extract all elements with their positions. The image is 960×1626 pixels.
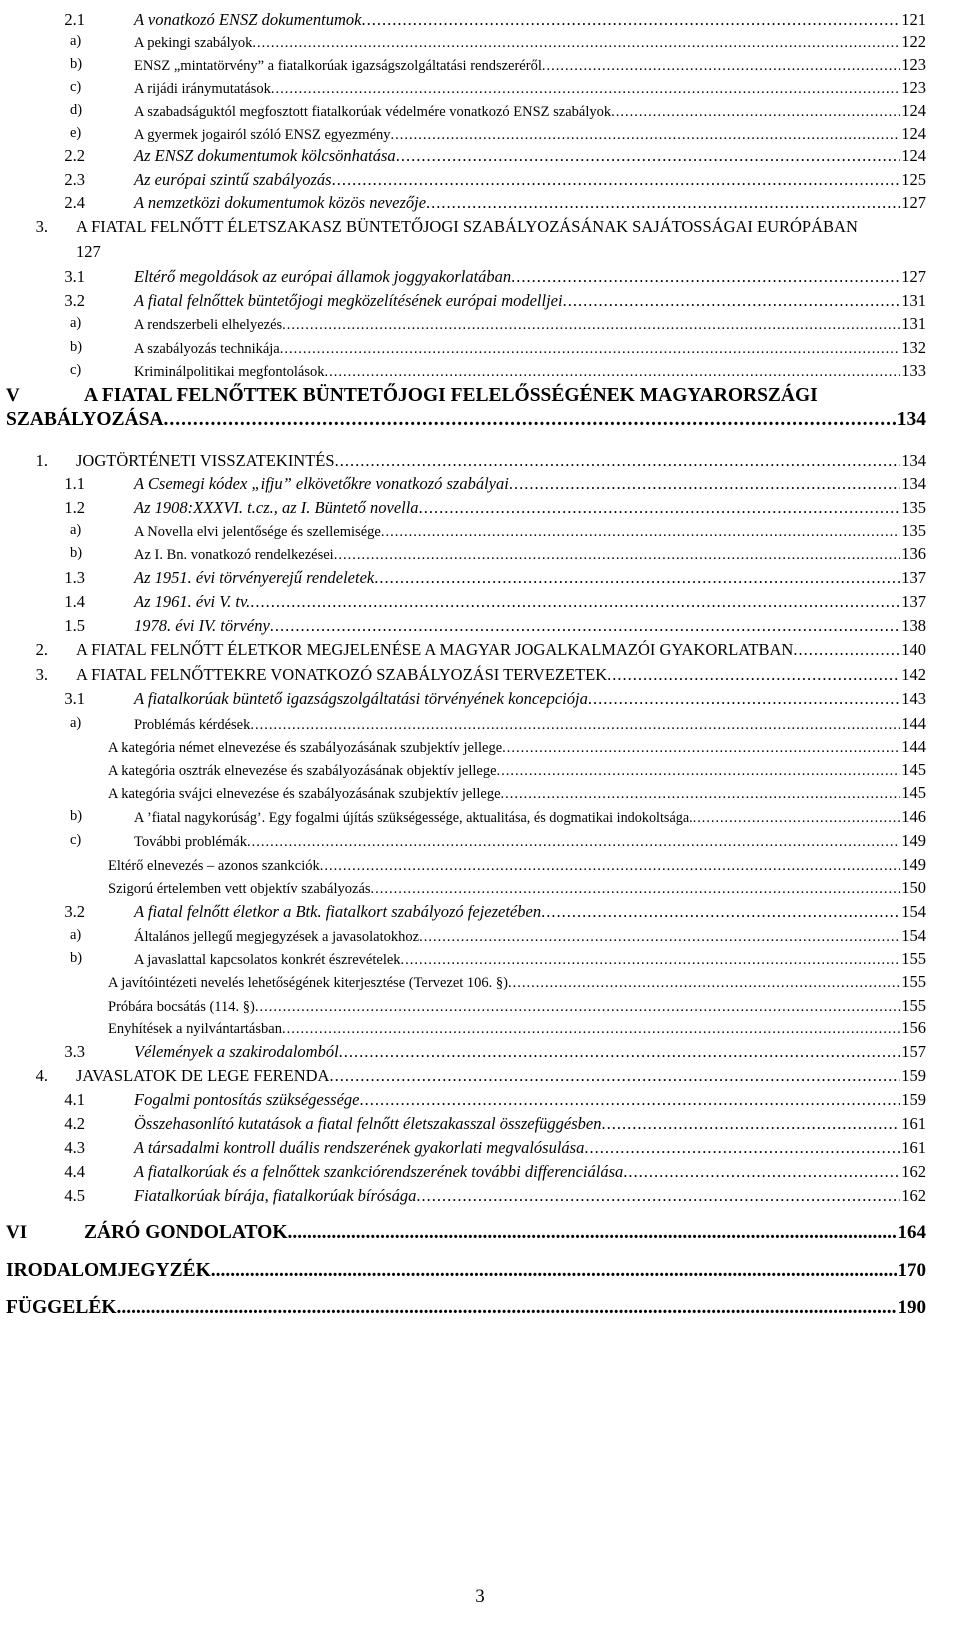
toc-entry-title: 1978. évi IV. törvény [134, 616, 270, 635]
toc-entry-title: A kategória német elnevezése és szabályozásának szubjektív jellege [108, 740, 503, 756]
toc-entry-page: 146 [901, 807, 926, 826]
toc-entry[interactable] [0, 1296, 960, 1319]
toc-entry-page: 135 [901, 521, 926, 540]
toc-entry-title: A rijádi iránymutatások [134, 81, 271, 97]
toc-entry-line [134, 924, 926, 947]
toc-entry-line [134, 191, 926, 214]
toc-entry-line [134, 900, 926, 923]
toc-entry-page: 134 [901, 451, 926, 470]
toc-entry-page: 127 [901, 193, 926, 212]
dot-leader [584, 1136, 900, 1159]
dot-leader [601, 1112, 900, 1135]
toc-entry-page: 170 [897, 1260, 926, 1281]
dot-leader [419, 496, 901, 519]
toc-entry-page: 124 [901, 146, 926, 165]
toc-entry[interactable] [0, 1064, 960, 1087]
toc-entry-page: 135 [901, 498, 926, 517]
dot-leader [371, 878, 901, 901]
dot-leader [252, 32, 900, 55]
toc-entry-page: 144 [901, 714, 926, 733]
toc-entry-number: 1.3 [64, 568, 85, 587]
toc-entry-page: 150 [901, 878, 926, 897]
toc-entry-number: 4.4 [64, 1162, 85, 1181]
dot-leader [339, 1040, 901, 1063]
toc-entry-title: A ’fiatal nagykorúság’. Egy fogalmi újítás szükségessége, aktualitása, és dogmatikai indokoltsága. [134, 810, 693, 826]
toc-entry-number: 3. [35, 217, 48, 236]
toc-entry-title: Az I. Bn. vonatkozó rendelkezései [134, 547, 334, 563]
dot-leader [419, 926, 900, 949]
toc-entry[interactable] [0, 168, 960, 191]
toc-entry-title: A FIATAL FELNŐTTEKRE VONATKOZÓ SZABÁLYOZÁSI TERVEZETEK [76, 665, 608, 684]
toc-entry[interactable] [0, 122, 960, 145]
toc-entry-title: A fiatalkorúak büntető igazságszolgáltatási törvényének koncepciója [134, 689, 588, 708]
toc-entry-page: 159 [901, 1090, 926, 1109]
toc-entry-line [84, 1221, 926, 1244]
dot-leader [607, 663, 900, 686]
toc-entry-title: Szigorú értelemben vett objektív szabályozás [108, 881, 371, 897]
toc-entry[interactable] [0, 758, 960, 781]
toc-entry-line [134, 1088, 926, 1111]
toc-entry-number: 2. [35, 640, 48, 659]
toc-entry-line [134, 168, 926, 191]
toc-entry[interactable] [0, 924, 960, 947]
toc-entry-number: 1.5 [64, 616, 85, 635]
toc-entry[interactable] [0, 496, 960, 519]
toc-entry-title: A javaslattal kapcsolatos konkrét észrevételek [134, 952, 401, 968]
toc-entry[interactable] [0, 1160, 960, 1183]
toc-entry-page: 161 [901, 1138, 926, 1157]
toc-entry-page: 140 [901, 640, 926, 659]
toc-entry-line [76, 663, 926, 686]
toc-entry[interactable] [0, 449, 960, 472]
dot-leader [271, 78, 900, 101]
dot-leader [250, 590, 900, 613]
toc-entry-line [134, 30, 926, 53]
toc-entry-number: b) [70, 808, 83, 824]
toc-entry-number: b) [70, 950, 83, 966]
toc-entry-number: 1.1 [64, 474, 85, 493]
dot-leader [508, 972, 900, 995]
toc-entry-title: Az 1961. évi V. tv. [134, 592, 251, 611]
toc-entry-title: Fogalmi pontosítás szükségessége [134, 1090, 360, 1109]
toc-entry-line [6, 1259, 926, 1282]
toc-entry-number: 2.2 [64, 146, 85, 165]
toc-entry-number: 3.3 [64, 1042, 85, 1061]
toc-entry-page: 132 [901, 338, 926, 357]
toc-entry[interactable] [0, 1016, 960, 1039]
toc-entry-title: A társadalmi kontroll duális rendszerének gyakorlati megvalósulása [134, 1138, 585, 1157]
toc-entry-number: a) [70, 927, 82, 943]
toc-entry-line [134, 359, 926, 382]
toc-entry-page: 145 [901, 783, 926, 802]
toc-entry[interactable] [0, 1184, 960, 1207]
toc-entry-page: 121 [901, 10, 926, 29]
dot-leader [361, 8, 900, 31]
toc-entry-line [134, 265, 926, 288]
toc-entry-number: b) [70, 545, 83, 561]
toc-entry-number: a) [70, 33, 82, 49]
dot-leader [334, 544, 901, 567]
toc-entry-line [134, 590, 926, 613]
toc-entry[interactable] [0, 566, 960, 589]
dot-leader [542, 55, 900, 78]
toc-entry-number: 3.1 [64, 267, 85, 286]
toc-entry[interactable] [0, 1259, 960, 1282]
dot-leader [374, 566, 900, 589]
toc-entry-page: 154 [901, 926, 926, 945]
toc-entry[interactable] [0, 359, 960, 382]
toc-entry-line [134, 53, 926, 76]
dot-leader [416, 1184, 900, 1207]
toc-entry-page: 142 [901, 665, 926, 684]
dot-leader [359, 1088, 900, 1111]
toc-entry-line [134, 687, 926, 710]
toc-entry-number: 2.3 [64, 170, 85, 189]
dot-leader [623, 1160, 900, 1183]
toc-entry[interactable] [0, 53, 960, 76]
toc-entry[interactable] [0, 663, 960, 686]
toc-entry-page: 149 [901, 831, 926, 850]
toc-entry-line [134, 144, 926, 167]
toc-entry-title: Problémás kérdések [134, 717, 251, 733]
toc-entry[interactable] [0, 30, 960, 53]
toc-entry-line [134, 829, 926, 852]
toc-entry-line [134, 472, 926, 495]
toc-entry-number: 4. [35, 1066, 48, 1085]
toc-entry-page: 154 [901, 902, 926, 921]
toc-entry-page: 125 [901, 170, 926, 189]
toc-entry-title: Az 1908:XXXVI. t.cz., az I. Büntető novella [134, 498, 419, 517]
toc-entry-line [134, 947, 926, 970]
dot-leader [693, 807, 901, 830]
toc-entry-line [134, 122, 926, 145]
dot-leader [401, 949, 901, 972]
toc-entry[interactable] [0, 265, 960, 288]
toc-entry-title: Általános jellegű megjegyzések a javasolatokhoz [134, 929, 420, 945]
toc-entry[interactable] [0, 900, 960, 923]
dot-leader [541, 900, 900, 923]
toc-entry[interactable] [0, 590, 960, 613]
dot-leader [211, 1259, 897, 1282]
toc-entry-number: 4.3 [64, 1138, 85, 1157]
toc-entry-title: Próbára bocsátás (114. §) [108, 999, 255, 1015]
dot-leader [324, 361, 900, 384]
dot-leader [270, 614, 900, 637]
toc-entry-title: A fiatal felnőttek büntetőjogi megközelítésének európai modelljei [134, 291, 563, 310]
toc-entry-line [134, 566, 926, 589]
dot-leader [282, 314, 900, 337]
toc-entry-page: 137 [901, 592, 926, 611]
toc-entry[interactable] [0, 829, 960, 852]
toc-entry-number: 2.1 [64, 10, 85, 29]
toc-entry-title: IRODALOMJEGYZÉK [6, 1260, 211, 1281]
toc-entry-title-continued: SZABÁLYOZÁSA [6, 409, 164, 430]
toc-entry-number: 4.2 [64, 1114, 85, 1133]
toc-entry[interactable] [0, 215, 960, 261]
toc-entry-number: 2.4 [64, 193, 85, 212]
toc-entry-title: ZÁRÓ GONDOLATOK [84, 1222, 288, 1243]
toc-entry-title: Eltérő megoldások az európai államok joggyakorlatában [134, 267, 512, 286]
toc-entry-number: a) [70, 315, 82, 331]
toc-entry-line [108, 735, 926, 758]
toc-entry-number: 4.1 [64, 1090, 85, 1109]
toc-entry-number: VI [6, 1222, 28, 1243]
dot-leader [509, 472, 900, 495]
toc-entry-line [134, 1136, 926, 1159]
toc-entry[interactable] [0, 614, 960, 637]
toc-entry-title: Kriminálpolitikai megfontolások [134, 364, 325, 380]
toc-entry-line [108, 758, 926, 781]
toc-entry[interactable] [0, 1040, 960, 1063]
toc-entry-title: A gyermek jogairól szóló ENSZ egyezmény [134, 127, 391, 143]
page-number: 3 [475, 1586, 485, 1607]
toc-entry[interactable] [0, 191, 960, 214]
toc-entry-title: A Novella elvi jelentősége és szellemisége [134, 524, 381, 540]
toc-entry-line [134, 1160, 926, 1183]
toc-entry-title: A rendszerbeli elhelyezés [134, 317, 283, 333]
toc-entry-line [134, 614, 926, 637]
toc-entry-title: Összehasonlító kutatások a fiatal felnőtt életszakasszal összefüggésben [134, 1114, 602, 1133]
toc-entry[interactable] [0, 853, 960, 876]
toc-entry-title: További problémák [134, 834, 247, 850]
toc-entry-line [134, 76, 926, 99]
toc-entry-line [134, 496, 926, 519]
toc-entry-title: A vonatkozó ENSZ dokumentumok [134, 10, 362, 29]
toc-entry-number: V [6, 385, 20, 406]
toc-entry-title: A kategória svájci elnevezése és szabályozásának szubjektív jellege [108, 786, 501, 802]
toc-entry-title: Enyhítések a nyilvántartásban [108, 1021, 282, 1037]
toc-entry[interactable] [0, 805, 960, 828]
toc-entry-title: Az ENSZ dokumentumok kölcsönhatása [134, 146, 396, 165]
toc-entry-title: A szabályozás technikája [134, 341, 280, 357]
toc-entry-page: 190 [897, 1297, 926, 1318]
toc-entry-line [76, 638, 926, 661]
toc-entry-page: 155 [901, 972, 926, 991]
toc-entry-title: A szabadságuktól megfosztott fiatalkorúak védelmére vonatkozó ENSZ szabályok [134, 104, 612, 120]
toc-entry[interactable] [0, 312, 960, 335]
dot-leader [426, 191, 900, 214]
toc-entry-number: b) [70, 339, 83, 355]
toc-entry-page: 144 [901, 737, 926, 756]
toc-entry-number: 1. [35, 451, 48, 470]
dot-leader [282, 1018, 900, 1041]
toc-entry-title: A javítóintézeti nevelés lehetőségének kiterjesztése (Tervezet 106. §) [108, 975, 508, 991]
toc-entry-title: A FIATAL FELNŐTTEK BÜNTETŐJOGI FELELŐSSÉGÉNEK MAGYARORSZÁGI [84, 385, 818, 406]
toc-entry[interactable] [0, 687, 960, 710]
toc-entry-page: 131 [901, 314, 926, 333]
toc-entry-page: 162 [901, 1186, 926, 1205]
toc-entry-number: 1.2 [64, 498, 85, 517]
toc-entry-line [134, 312, 926, 335]
toc-entry-continuation [6, 408, 926, 431]
toc-entry-line [108, 970, 926, 993]
toc-entry[interactable] [0, 994, 960, 1017]
dot-leader [329, 1064, 900, 1087]
toc-entry-page: 124 [901, 124, 926, 143]
toc-entry[interactable] [0, 970, 960, 993]
dot-leader [335, 449, 901, 472]
toc-entry[interactable] [0, 735, 960, 758]
toc-entry-page: 143 [901, 689, 926, 708]
toc-entry[interactable] [0, 1221, 960, 1244]
toc-entry-line [134, 1184, 926, 1207]
toc-entry-number: 3.2 [64, 902, 85, 921]
toc-entry-number: c) [70, 362, 82, 378]
dot-leader [497, 760, 901, 783]
dot-leader [250, 714, 900, 737]
toc-entry-title: Eltérő elnevezés – azonos szankciók [108, 858, 320, 874]
toc-entry-page: 131 [901, 291, 926, 310]
toc-entry-line [134, 712, 926, 735]
toc-entry-page: 159 [901, 1066, 926, 1085]
toc-entry-page: 155 [901, 996, 926, 1015]
toc-entry-line [134, 1040, 926, 1063]
toc-entry-page: 149 [901, 855, 926, 874]
toc-entry[interactable] [0, 542, 960, 565]
toc-entry-title: Vélemények a szakirodalomból [134, 1042, 339, 1061]
toc-entry-page: 122 [901, 32, 926, 51]
toc-entry-page: 127 [901, 267, 926, 286]
toc-entry-title: A fiatal felnőtt életkor a Btk. fiatalkort szabályozó fejezetében [134, 902, 542, 921]
toc-entry[interactable] [0, 144, 960, 167]
toc-entry[interactable] [0, 638, 960, 661]
toc-entry-number: a) [70, 715, 82, 731]
toc-entry-line [134, 289, 926, 312]
dot-leader [563, 289, 901, 312]
toc-entry-line [134, 1112, 926, 1135]
toc-entry-page: 164 [897, 1222, 926, 1243]
dot-leader [247, 831, 900, 854]
toc-entry-line [6, 1296, 926, 1319]
toc-entry-title: A FIATAL FELNŐTT ÉLETSZAKASZ BÜNTETŐJOGI SZABÁLYOZÁSÁNAK SAJÁTOSSÁGAI EURÓPÁBAN [76, 217, 858, 236]
toc-entry[interactable] [0, 1088, 960, 1111]
toc-entry-page: 137 [901, 568, 926, 587]
toc-entry-page: 157 [901, 1042, 926, 1061]
toc-entry[interactable] [0, 1112, 960, 1135]
dot-leader [381, 521, 900, 544]
toc-entry[interactable] [0, 472, 960, 495]
toc-entry-page: 124 [901, 101, 926, 120]
toc-entry-number: b) [70, 56, 83, 72]
toc-entry-line [134, 542, 926, 565]
dot-leader [280, 338, 901, 361]
toc-entry-title: Fiatalkorúak bírája, fiatalkorúak bírósága [134, 1186, 417, 1205]
toc-entry[interactable] [0, 8, 960, 31]
toc-entry-title: Az 1951. évi törvényerejű rendeletek [134, 568, 375, 587]
toc-entry-number: 4.5 [64, 1186, 85, 1205]
toc-entry-page: 155 [901, 949, 926, 968]
toc-entry-page: 161 [901, 1114, 926, 1133]
dot-leader [164, 408, 896, 431]
toc-entry-title: ENSZ „mintatörvény” a fiatalkorúak igazságszolgáltatási rendszeréről [134, 58, 542, 74]
toc-entry-number: 3.2 [64, 291, 85, 310]
toc-entry-line [134, 8, 926, 31]
toc-entry[interactable] [0, 99, 960, 122]
toc-entry-title: FÜGGELÉK [6, 1297, 117, 1318]
toc-entry[interactable] [0, 384, 960, 430]
toc-entry-page: 156 [901, 1018, 926, 1037]
toc-entry-page: 123 [901, 78, 926, 97]
dot-leader [396, 144, 901, 167]
toc-entry-title: A FIATAL FELNŐTT ÉLETKOR MEGJELENÉSE A MAGYAR JOGALKALMAZÓI GYAKORLATBAN [76, 640, 794, 659]
toc-entry-page: 134 [901, 474, 926, 493]
toc-entry[interactable] [0, 76, 960, 99]
toc-entry[interactable] [0, 781, 960, 804]
toc-entry-title: Az európai szintű szabályozás [134, 170, 332, 189]
toc-entry-title: A Csemegi kódex „ifju” elkövetőkre vonatkozó szabályai [134, 474, 509, 493]
toc-entry-line [134, 99, 926, 122]
toc-entry-title: A pekingi szabályok [134, 35, 253, 51]
toc-entry-number: 3. [35, 665, 48, 684]
toc-entry-page: 162 [901, 1162, 926, 1181]
toc-entry-number: a) [70, 522, 82, 538]
toc-entry-page: 145 [901, 760, 926, 779]
toc-entry-page: 123 [901, 55, 926, 74]
toc-entry-line [108, 853, 926, 876]
dot-leader [288, 1221, 897, 1244]
toc-entry-number: d) [70, 102, 83, 118]
toc-entry[interactable] [0, 519, 960, 542]
dot-leader [611, 101, 900, 124]
toc-entry-number: 1.4 [64, 592, 85, 611]
dot-leader [117, 1296, 897, 1319]
toc-entry[interactable] [0, 712, 960, 735]
toc-entry-line [108, 994, 926, 1017]
toc-entry-line [134, 519, 926, 542]
toc-entry-page: 133 [901, 361, 926, 380]
toc-entry-page: 127 [76, 242, 101, 261]
toc-entry-title: JAVASLATOK DE LEGE FERENDA [76, 1066, 330, 1085]
toc-entry-line [108, 1016, 926, 1039]
toc-entry-number: c) [70, 79, 82, 95]
toc-entry-line [76, 449, 926, 472]
toc-entry-line [108, 781, 926, 804]
toc-entry[interactable] [0, 289, 960, 312]
toc-entry-line [76, 1064, 926, 1087]
toc-entry-title: A fiatalkorúak és a felnőttek szankciórendszerének további differenciálása [134, 1162, 624, 1181]
dot-leader [332, 168, 901, 191]
dot-leader [502, 737, 900, 760]
toc-entry-number: e) [70, 125, 82, 141]
toc-entry-title: A nemzetközi dokumentumok közös nevezője [134, 193, 427, 212]
toc-entry-line [134, 336, 926, 359]
toc-entry[interactable] [0, 947, 960, 970]
toc-entry[interactable] [0, 1136, 960, 1159]
toc-entry-title: A kategória osztrák elnevezése és szabályozásának objektív jellege [108, 763, 497, 779]
toc-entry[interactable] [0, 336, 960, 359]
toc-entry-page: 134 [896, 409, 926, 430]
toc-entry-page: 138 [901, 616, 926, 635]
toc-entry-number: 3.1 [64, 689, 85, 708]
dot-leader [501, 783, 901, 806]
dot-leader [511, 265, 900, 288]
toc-entry-title: JOGTÖRTÉNETI VISSZATEKINTÉS [76, 451, 335, 470]
toc-entry[interactable] [0, 876, 960, 899]
toc-entry-number: c) [70, 832, 82, 848]
toc-entry-page: 136 [901, 544, 926, 563]
toc-entry-line [134, 805, 926, 828]
toc-entry-line [108, 876, 926, 899]
dot-leader [793, 638, 900, 661]
dot-leader [320, 855, 900, 878]
dot-leader [588, 687, 900, 710]
